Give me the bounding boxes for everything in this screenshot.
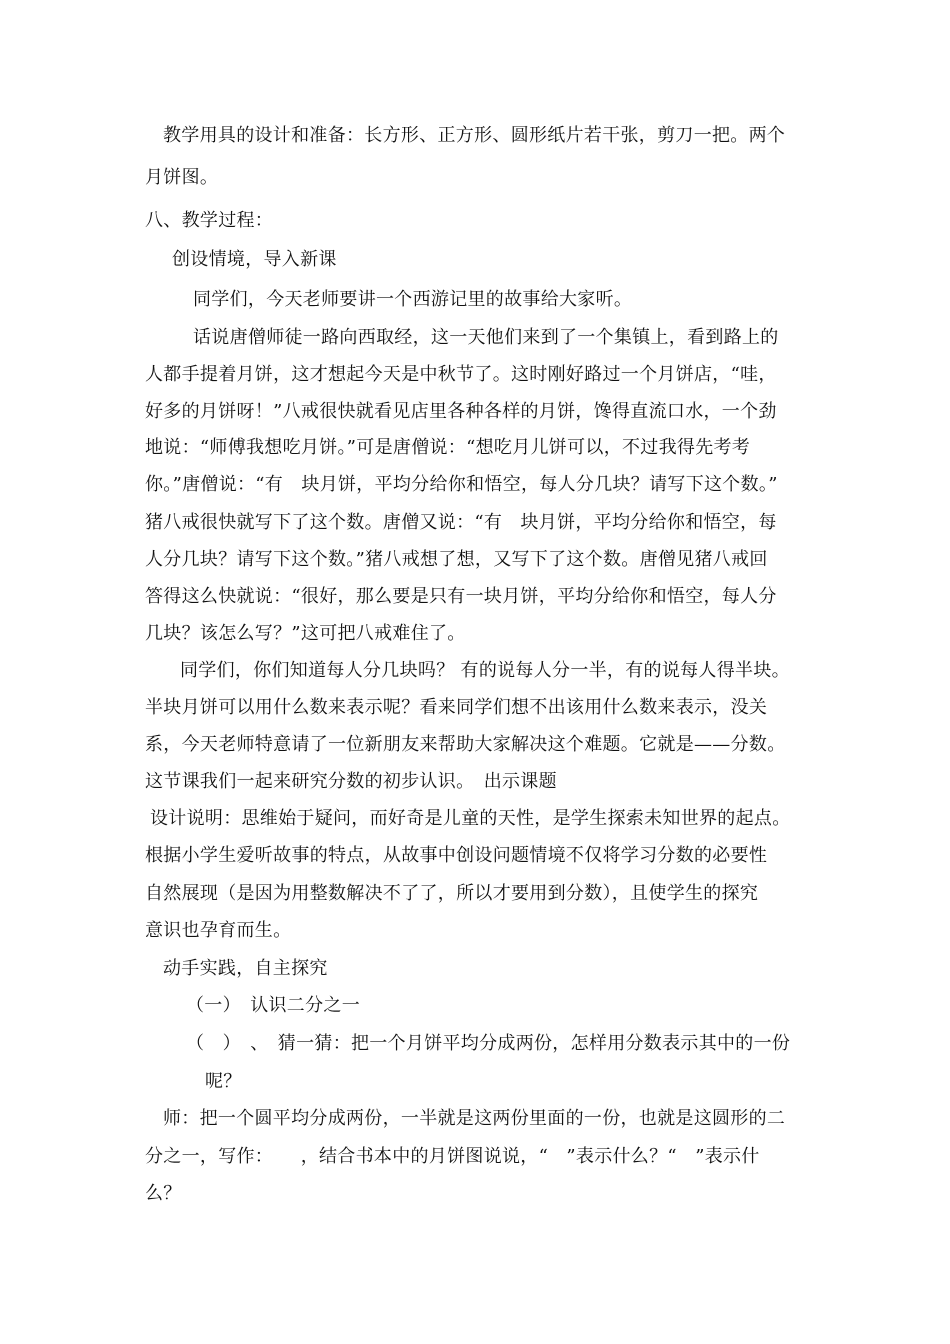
text-line: 人都手提着月饼，这才想起今天是中秋节了。这时刚好路过一个月饼店，“哇， <box>145 364 777 385</box>
text-line: 同学们，你们知道每人分几块吗？ 有的说每人分一半，有的说每人得半块。 <box>180 660 790 681</box>
text-line: 好多的月饼呀！”八戒很快就看见店里各种各样的月饼，馋得直流口水，一个劲 <box>145 401 777 422</box>
text-line: 人分几块？请写下这个数。”猪八戒想了想，又写下了这个数。唐僧见猪八戒回 <box>145 549 768 570</box>
design-note-line: 意识也孕育而生。 <box>145 920 292 941</box>
text-line: 答得这么快就说：“很好，那么要是只有一块月饼，平均分给你和悟空，每人分 <box>145 586 777 607</box>
text-line: 几块？该怎么写？”这可把八戒难住了。 <box>145 623 466 644</box>
subsection-heading: 动手实践，自主探究 <box>163 958 328 979</box>
design-note-line: 设计说明：思维始于疑问，而好奇是儿童的天性，是学生探索未知世界的起点。 <box>150 808 791 829</box>
text-line: 你。”唐僧说：“有 块月饼，平均分给你和悟空，每人分几块？请写下这个数。” <box>145 474 778 495</box>
text-line: 同学们，今天老师要讲一个西游记里的故事给大家听。 <box>193 289 633 310</box>
text-line: 半块月饼可以用什么数来表示呢？看来同学们想不出该用什么数来表示，没关 <box>145 697 768 718</box>
design-note-line: 自然展现（是因为用整数解决不了了，所以才要用到分数），且使学生的探究 <box>145 883 759 904</box>
subsection-heading: 创设情境，导入新课 <box>172 249 337 270</box>
text-line: 话说唐僧师徒一路向西取经，这一天他们来到了一个集镇上，看到路上的 <box>193 327 779 348</box>
text-line: 月饼图。 <box>145 167 219 188</box>
subsection-heading: （一） 认识二分之一 <box>186 995 360 1016</box>
text-line: 么？ <box>145 1183 182 1204</box>
text-line: 分之一，写作： ，结合书本中的月饼图说说，“ ”表示什么？“ ”表示什 <box>145 1146 760 1167</box>
text-line: 系，今天老师特意请了一位新朋友来帮助大家解决这个难题。它就是——分数。 <box>145 734 786 755</box>
design-note-line: 根据小学生爱听故事的特点，从故事中创设问题情境不仅将学习分数的必要性 <box>145 845 768 866</box>
text-line: 教学用具的设计和准备：长方形、正方形、圆形纸片若干张，剪刀一把。两个 <box>163 125 786 146</box>
section-heading: 八、教学过程： <box>145 210 274 231</box>
text-line: 地说：“师傅我想吃月饼。”可是唐僧说：“想吃月儿饼可以，不过我得先考考 <box>145 437 751 458</box>
text-line: 猪八戒很快就写下了这个数。唐僧又说：“有 块月饼，平均分给你和悟空，每 <box>145 512 777 533</box>
text-line: （ ） 、 猜一猜：把一个月饼平均分成两份，怎样用分数表示其中的一份 <box>186 1033 791 1054</box>
text-line: 这节课我们一起来研究分数的初步认识。 出示课题 <box>145 771 557 792</box>
text-line: 师：把一个圆平均分成两份，一半就是这两份里面的一份，也就是这圆形的二 <box>163 1108 786 1129</box>
text-line: 呢？ <box>205 1071 242 1092</box>
